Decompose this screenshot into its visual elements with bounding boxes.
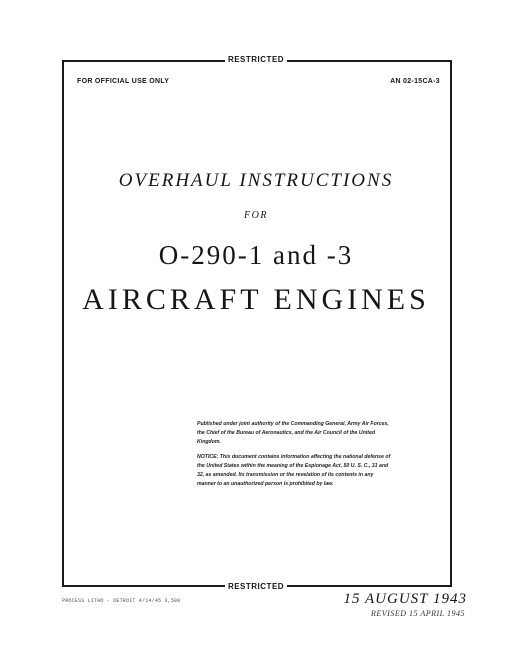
title-overhaul-instructions: OVERHAUL INSTRUCTIONS [118,170,394,191]
document-number: AN 02-15CA-3 [390,78,440,85]
page-border [62,60,452,587]
notice-block [197,420,393,495]
publication-date: 15 AUGUST 1943 [343,591,467,607]
restricted-label-bottom: RESTRICTED [225,582,287,591]
title-for: FOR [244,210,268,221]
restricted-label-top: RESTRICTED [225,55,287,64]
title-aircraft-engines: AIRCRAFT ENGINES [82,283,430,316]
espionage-notice-text: NOTICE: This document contains information affecting the national defense of the United States within the meaning of the Espionage Act, 50 U. S. C., 31 and 32, as amended. Its transmission or the revelation of its contents in any manner to an unauthorized person is prohibited by law. [197,454,391,487]
restricted-marking-top [0,55,512,65]
official-use-label: FOR OFFICIAL USE ONLY [77,78,170,85]
title-engine-model: O-290-1 and -3 [158,240,354,270]
publication-authority-text: Published under joint authority of the Commanding General, Army Air Forces, the Chief of the Bureau of Aeronautics, and the Air Council of the United Kingdom. [197,421,389,445]
printing-info: PROCESS LITHO - DETROIT 4/14/45 3,500 [62,598,181,604]
revision-date: REVISED 15 APRIL 1945 [371,609,465,618]
